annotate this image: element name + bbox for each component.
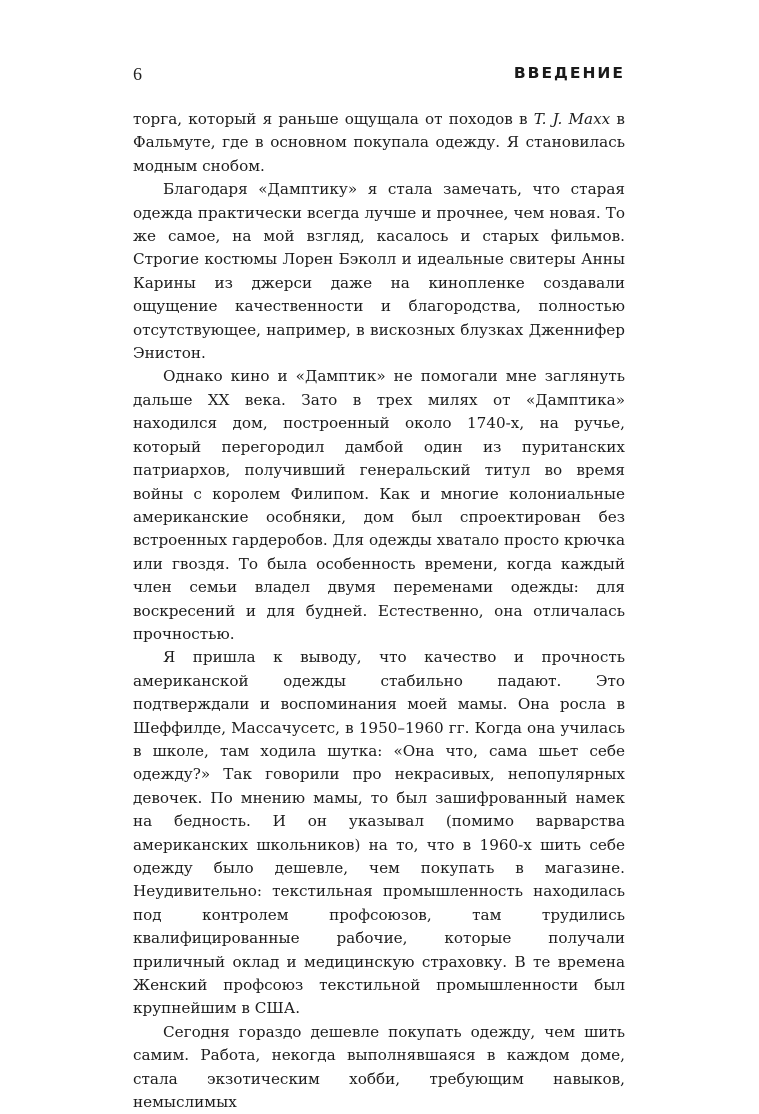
running-header <box>133 64 625 88</box>
body-text <box>133 108 625 1114</box>
paragraph-1-text-end: в Фальмуте, где в основном покупала одежду. Я становилась модным снобом. <box>133 110 625 175</box>
paragraph-4: Я пришла к выводу, что качество и прочность американской одежды стабильно падают. Это подтверждали и воспоминания моей мамы. Она росла в Шеффилде, Массачусетс, в 1950–1960 гг. Когда она училась в школе, там ходила шутка: «Она что, сама шьет себе одежду?» Так говорили про некрасивых, непопулярных девочек. По мнению мамы, то был зашифрованный намек на бедность. И он указывал (помимо варварства американских школьников) на то, что в 1960-х шить себе одежду было дешевле, чем покупать в магазине. Неудивительно: текстильная промышленность находилась под контролем профсоюзов, там трудились квалифицированные рабочие, которые получали приличный оклад и медицинскую страховку. В те времена Женский профсоюз текстильной промышленности был крупнейшим в США. <box>133 648 625 1018</box>
paragraph-1-text-start: торга, который я раньше ощущала от походов в <box>133 110 534 128</box>
paragraph-2: Благодаря «Дамптику» я стала замечать, что старая одежда практически всегда лучше и прочнее, чем новая. То же самое, на мой взгляд, касалось и старых фильмов. Строгие костюмы Лорен Бэколл и идеальные свитеры Анны Карины из джерси даже на кинопленке создавали ощущение качественности и благородства, полностью отсутствующее, например, в вискозных блузках Дженнифер Энистон. <box>133 180 625 363</box>
paragraph-1 <box>133 108 625 178</box>
paragraph-3: Однако кино и «Дамптик» не помогали мне заглянуть дальше XX века. Зато в трех милях от «Дамптика» находился дом, построенный около 1740-х, на ручье, который перегородил дамбой один из пуританских патриархов, получивший генеральский титул во время войны с королем Филипом. Как и многие колониальные американские особняки, дом был спроектирован без встроенных гардеробов. Для одежды хватало просто крючка или гвоздя. То была особенность времени, когда каждый член семьи владел двумя переменами одежды: для воскресений и для будней. Естественно, она отличалась прочностью. <box>133 367 625 643</box>
paragraph-5: Сегодня гораздо дешевле покупать одежду, чем шить самим. Работа, некогда выполнявшаяся в каждом доме, стала экзотическим хобби, требующим навыков, немыслимых <box>133 1022 625 1112</box>
section-title: ВВЕДЕНИЕ <box>513 64 625 82</box>
store-name-italic: T. J. Maxx <box>533 110 611 128</box>
page-number: 6 <box>133 64 142 84</box>
